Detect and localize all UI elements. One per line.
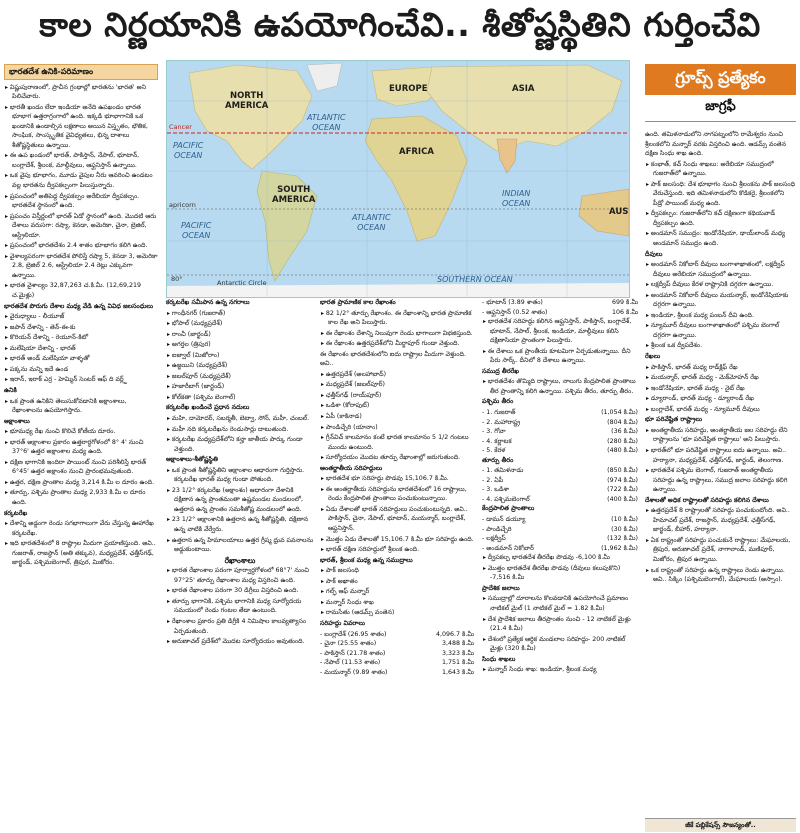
- label-tropic-capricorn: apricorn: [169, 201, 196, 209]
- label-pacific-south: PACIFIC OCEAN: [181, 221, 212, 240]
- row-label: - 3. ఒడిశా: [482, 486, 510, 494]
- row-value: (850 కి.మీ): [607, 467, 638, 475]
- list-item: ▸ అండమాన్ సముద్రం: ఇండోనేషియా, థాయ్‌లాండ్ మధ్య అండమాన్ సముద్రం ఉంది.: [645, 229, 796, 248]
- list-item: ▸ ద్వీపకల్పం: గుజరాత్‌లోని కచ్ దక్షిణంగా కథియవాడ్ ద్వీపకల్పం ఉంది.: [645, 209, 796, 228]
- list-item: ▸ మధ్యప్రదేశ్ (జబల్‌పూర్): [320, 380, 474, 390]
- list-item: ▸ జపాన్ దేశాన్ని - తెన్-ఈ-కు: [4, 323, 158, 333]
- label-80-degrees: 80°: [171, 275, 183, 283]
- list-item: ▸ మహీ నది కర్కటరేఖను రెండుసార్లు దాటుతుంది.: [166, 425, 314, 435]
- page-headline: కాల నిర్ణయానికి ఉపయోగించేవి.. శీతోష్ణస్థితిని గుర్తించేవి: [39, 4, 761, 44]
- row-label: - 5. కేరళ: [482, 447, 506, 455]
- row-label: - 1. గుజరాత్: [482, 409, 516, 417]
- section-heading: దీవులు: [645, 250, 663, 258]
- table-row: [482, 544, 638, 554]
- list-item: ▸ ఉత్తరప్రదేశ్ 8 రాష్ట్రాలతో సరిహద్దు పంచుకుంటోంది. అవి.. హిమాచల్ ప్రదేశ్, రాజస్థాన్, మధ్యప్రదేశ్, ఛత్తీస్‌గఢ్, జార్ఖండ్, బీహార్, హర్యానా.: [645, 506, 796, 535]
- list-item: ▸ మయన్మార్, భారత్ మధ్య - మెక్‌మోహన్ రేఖ: [645, 373, 796, 383]
- ist-list: [320, 309, 474, 349]
- row-value: (804 కి.మీ): [607, 418, 638, 426]
- list-item: ▸ మన్నార్ సింధు శాఖ: [320, 598, 474, 608]
- list-item: ▸ పాకిస్తాన్, భారత్ మధ్య రాడ్‌క్లిఫ్ రేఖ: [645, 363, 796, 373]
- list-item: ▸ ఒక ప్రాంత శీతోష్ణస్థితిని అక్షాంశాల ఆధారంగా గుర్తిస్తారు. కర్కటరేఖ భారత్ మధ్య గుండా పోతుంది.: [166, 466, 314, 485]
- column-4: [482, 298, 638, 832]
- ist-notes-list: [320, 433, 474, 463]
- islands-list: [645, 260, 796, 351]
- landlocked-list: [645, 426, 796, 495]
- row-label: - డామన్ డయ్యూ: [482, 516, 526, 524]
- list-item: ▸ భారత్ అండ్ మలేషియా వాళ్ళతో: [4, 354, 158, 364]
- list-item: ▸ దేశ ప్రాదేశిక జలాలు తీరప్రాంతం నుంచి - 12 నాటికల్ మైళ్లు (21.4 కి.మీ): [482, 615, 638, 634]
- list-item: ▸ భారతదేశ పశ్చిమ బెంగాల్, గుజరాత్ అంతర్జాతీయ సరిహద్దు ఉన్న రాష్ట్రాలు, సముద్ర జలాల సరిహద్దు కలిగి ఉన్నాయి.: [645, 466, 796, 495]
- section-heading: దేశాలతో అధిక రాష్ట్రాలతో సరిహద్దు కలిగిన దేశాలు: [645, 496, 769, 504]
- list-item: ▸ రాంచీ (జార్ఖండ్): [166, 330, 314, 340]
- gulf-list: [482, 665, 638, 675]
- list-item: ▸ అంతర్జాతీయ సరిహద్దు, అంతర్జాతీయ జల సరిహద్దు లేని రాష్ట్రాలను 'భూ పరివేష్టిత రాష్ట్రాలు' అని పిలుస్తారు.: [645, 426, 796, 445]
- column-5: [645, 130, 796, 816]
- section-heading: పశ్చిమ తీరం: [482, 398, 514, 406]
- label-south-america: SOUTH AMERICA: [272, 185, 316, 205]
- intro-list: [4, 83, 158, 301]
- list-item: ▸ దక్షిణ భాగానికి ఇందిరా పాయింట్ నుంచి పరిశీలిస్తే భారత్ 6°45' ఉత్తర అక్షాంశం నుంచి ప్రారంభమవుతుంది.: [4, 458, 158, 477]
- section-heading: ప్రాదేశిక జలాలు: [482, 584, 520, 592]
- table-row: [482, 466, 638, 476]
- table-row: [482, 485, 638, 495]
- list-item: ▸ లక్షద్వీప్ దీవులు కేరళ రాష్ట్రానికి దగ్గరగా ఉన్నాయి.: [645, 280, 796, 290]
- row-value: (132 కి.మీ): [607, 535, 638, 543]
- list-item: ▸ ఉత్తరాన ఉన్న హిమాలయాలు ఉత్తర గ్రీష్మ ధ్రువ పవనాలను అడ్డుకుంటాయి.: [166, 536, 314, 555]
- list-item: ▸ ఉజ్జయిని (మధ్యప్రదేశ్): [166, 361, 314, 371]
- list-item: ▸ ఏపీ (కాకినాడ): [320, 412, 474, 422]
- list-item: ▸ పాండిచ్చేరి (యానాం): [320, 423, 474, 433]
- list-item: ▸ 23 1/2° కర్కటరేఖ (అక్షాంశం) ఆధారంగా దేశానికి దక్షిణాన ఉన్న ప్రాంతమంతా ఉష్ణమండల మండలంలో, ఉత్తరాన ఉన్న ప్రాంతం సమశీతోష్ణ మండలంలో ఉంది.: [166, 486, 314, 515]
- table-row: [482, 427, 638, 437]
- table-row: [482, 534, 638, 544]
- list-item: ▸ ఈ దేశాలు ఒక ప్రాంతీయ కూటమిగా ఏర్పడుతున్నాయి. దీని పేరు సార్క్. దీనిలో 8 దేశాలు ఉన్నాయి.: [482, 347, 638, 366]
- list-item: ▸ భూమధ్య రేఖ నుంచి కొలిచే కోణీయ దూరం.: [4, 427, 158, 437]
- label-asia: ASIA: [512, 84, 535, 94]
- list-item: ▸ గాంధీనగర్ (గుజరాత్): [166, 309, 314, 319]
- row-label: - చైనా (25.55 శాతం): [320, 640, 377, 648]
- list-item: ▸ ఈ అంతర్జాతీయ సరిహద్దును భారతదేశంలో 16 రాష్ట్రాలు, రెండు కేంద్రపాలిత ప్రాంతాలు పంచుకుంటున్నాయి.: [320, 485, 474, 504]
- row-value: 106 కి.మీ: [612, 308, 638, 316]
- row-label: - అండమాన్ నికోబార్: [482, 544, 534, 552]
- label-pacific-north: PACIFIC OCEAN: [173, 141, 204, 160]
- list-item: ▸ పాక్ అఖాతం: [320, 577, 474, 587]
- section-heading: భారత్, శ్రీలంక మధ్య ఉన్న సముద్రాలు: [320, 556, 413, 564]
- table-row: [320, 649, 474, 659]
- list-item: ▸ డ్యూరాండ్, భారత్ మధ్య - డ్యూరాండ్ రేఖ: [645, 394, 796, 404]
- list-item: ▸ భారత్ అక్షాంశాల ప్రకారం ఉత్తరార్ధగోళంలో 8° 4' నుంచి 37°6' ఉత్తర అక్షాంశాల మధ్య ఉంది.: [4, 438, 158, 457]
- list-item: ▸ ఐజ్వాల్ (మిజోరాం): [166, 351, 314, 361]
- list-item: ▸ అరుణాచల్ ప్రదేశ్‌లో మొదట సూర్యోదయం అవుతుంది.: [166, 637, 314, 647]
- row-value: (1,962 కి.మీ): [601, 544, 638, 552]
- tropic-list: [4, 519, 158, 568]
- table-row: [320, 658, 474, 668]
- border-lengths-table: [320, 630, 474, 678]
- table-row: [482, 515, 638, 525]
- east-coast-table: [482, 466, 638, 504]
- list-item: ▸ ప్రపంచం విస్తీర్ణంలో భారత్ ఏడో స్థానంలో ఉంది. మొదటి ఆరు దేశాలు వరుసగా: రష్యా, కెనడా, అమెరికా, చైనా, బ్రెజిల్, ఆస్ట్రేలియా.: [4, 212, 158, 241]
- list-item: ▸ ఉత్తర, దక్షిణ ప్రాంతాల మధ్య 3,214 కి.మీ ల దూరం ఉంది.: [4, 478, 158, 488]
- list-item: ▸ పాక్ జలసంధి: దేశ భూభాగం నుంచి శ్రీలంకను పాక్ జలసంధి వేరుచేస్తుంది. ఇది తమిళనాడులోని కొడికరై, శ్రీలంకలోని పీడ్రో పాయింట్ మధ్య ఉంది.: [645, 180, 796, 209]
- list-item: ▸ ఏక రాష్ట్రంతో సరిహద్దు పంచుకునే రాష్ట్రాలు: మేఘాలయ, త్రిపుర, అరుణాచల్ ప్రదేశ్, నాగాలాండ్, మణిపూర్, మిజోరం, త్రిపుర ఉన్నాయి.: [645, 536, 796, 565]
- list-item: ▸ ఒక ప్రాంత ఉనికిని తెలుసుకోవడానికి అక్షాంశాలు, రేఖాంశాలను ఉపయోగిస్తారు.: [4, 397, 158, 416]
- list-item: ▸ కర్కటరేఖ మధ్యప్రదేశ్‌లోని కన్హా జాతీయ పార్కు గుండా వెళ్తుంది.: [166, 435, 314, 454]
- label-antarctic-circle: Antarctic Circle: [217, 279, 267, 287]
- coast-total-list: [482, 553, 638, 583]
- row-label: - బంగ్లాదేశ్ (26.95 శాతం): [320, 630, 387, 638]
- row-label: - పాండిచ్చేరి: [482, 525, 512, 533]
- list-item: ▸ భారత రేఖాంశాల పరంగా 30 డిగ్రీలు విస్తరించి ఉంది.: [166, 586, 314, 596]
- list-item: ▸ విష్ణుపురాణంలో, ప్రాచీన గ్రంథాల్లో భారతను 'భారత' అని పిలిచేవారు.: [4, 83, 158, 102]
- list-item: ▸ ఈ రేఖాంశం దేశాన్ని నిలువుగా రెండు భాగాలుగా విభజిస్తుంది.: [320, 329, 474, 339]
- table-row: [482, 308, 638, 318]
- table-row: [482, 437, 638, 447]
- table-row: [320, 630, 474, 640]
- section-heading: రేఖలు: [645, 353, 661, 361]
- list-item: ▸ భారత రేఖాంశాల పరంగా పూర్వార్ధగోళంలో 68°7' నుంచి 97°25' తూర్పు రేఖాంశాల మధ్య విస్తరించి ఉంది.: [166, 566, 314, 585]
- table-row: [482, 418, 638, 428]
- groups-special-box: [645, 64, 796, 124]
- row-value: (722 కి.మీ): [607, 486, 638, 494]
- section-heading: భూ పరివేష్టిత రాష్ట్రాలు: [645, 416, 703, 424]
- row-value: (10 కి.మీ): [611, 516, 638, 524]
- list-item: ▸ జబల్‌పూర్ (మధ్యప్రదేశ్): [166, 372, 314, 382]
- row-label: - లక్షద్వీప్: [482, 535, 506, 543]
- list-item: ▸ వైశాల్యపరంగా భారతదేశ పోలిస్తే రష్యా 5, కెనడా 3, అమెరికా 2.8, బ్రెజిల్ 2.6, ఆస్ట్రేలియా 2.4 రెట్లు ఎక్కువగా ఉన్నాయి.: [4, 252, 158, 281]
- section-heading: కర్కటరేఖ: [4, 509, 28, 517]
- row-value: (36 కి.మీ): [611, 428, 638, 436]
- list-item: ▸ మన్నార్ సింధు శాఖ: ఇండియా, శ్రీలంక మధ్య: [482, 665, 638, 675]
- row-value: 4,096.7 కి.మీ: [436, 630, 474, 638]
- list-item: ▸ భారతీ ఖండం లేదా ఇండియా అనేది ఉపఖండం భారత భూభాగ ఉత్తరాగ్రంగాలో ఉంది. ఇక్కడి భూభాగానికి ఒక ఖండానికి ఉండాల్సిన లక్షణాలు అయిన విస్తృతం, భౌతిక, సాంఘిక, సాంస్కృతిక వైవిధ్యతలు, భిన్న దాశాలు శీతోష్ణస్థితులు ఉన్నాయి.: [4, 103, 158, 151]
- label-atlantic-north: ATLANTIC OCEAN: [307, 113, 346, 132]
- west-coast-table: [482, 408, 638, 456]
- ist-states-intro: ఈ రేఖాంశం భారతదేశంలోని ఐదు రాష్ట్రాల మీదుగా వెళ్తుంది. అవి..: [320, 350, 466, 368]
- list-item: ▸ హజారీబాగ్ (జార్ఖండ్): [166, 382, 314, 392]
- row-value: (30 కి.మీ): [611, 525, 638, 533]
- list-item: ▸ ఏడు దేశాలతో భారత్ సరిహద్దులు పంచుకుంటున్నది. అవి.. పాకిస్తాన్, చైనా, నేపాల్, భూటాన్, మయన్మార్, బంగ్లాదేశ్, ఆఫ్ఘనిస్తాన్.: [320, 505, 474, 534]
- world-map: [166, 60, 630, 298]
- row-label: - 3. గోవా: [482, 428, 506, 436]
- list-item: ▸ అండమాన్ నికోబార్ దీవులు బంగాళాఖాతంలో, లక్షద్వీప్ దీవులు అరేబియా సముద్రంలో ఉన్నాయి.: [645, 260, 796, 279]
- list-item: ▸ బంగ్లాదేశ్, భారత్ మధ్య - న్యూమూర్ దీవులు: [645, 405, 796, 415]
- list-item: ▸ పక్కను మన్ని ఇదే ఉండ: [4, 365, 158, 375]
- section-heading: అక్షాంశాలు: [4, 417, 30, 425]
- section-heading: సముద్ర తీరరేఖ: [482, 367, 520, 375]
- longitude-list: [166, 566, 314, 646]
- list-item: ▸ భోపాల్ (మధ్యప్రదేశ్): [166, 319, 314, 329]
- row-value: 699 కి.మీ: [612, 299, 638, 306]
- label-indian-ocean: INDIAN OCEAN: [502, 189, 531, 208]
- section-heading: రేఖాంశాలు: [224, 555, 256, 565]
- table-row: [482, 298, 638, 308]
- cities-list: [166, 309, 314, 403]
- list-item: ▸ ద్వీపకల్ప భారతదేశ తీరరేఖ పొడవు -6,100 కి.మీ: [482, 553, 638, 563]
- waters-list: [482, 594, 638, 653]
- list-item: ▸ భారత్ దక్షిణ సరిహద్దులో శ్రీలంక ఉంది.: [320, 545, 474, 555]
- row-value: (280 కి.మీ): [607, 437, 638, 445]
- list-item: ▸ ఛత్తీస్‌గఢ్ (రాయ్‌పూర్): [320, 391, 474, 401]
- section-heading: ఉనికి: [4, 386, 17, 394]
- list-item: ▸ రామసేతు (ఆడమ్స్ వంతెన): [320, 608, 474, 618]
- label-europe: EUROPE: [389, 84, 428, 94]
- list-item: ▸ కొరియన్ దేశాన్ని - రెయూన్-కిటో: [4, 333, 158, 343]
- state-borders-list: [645, 506, 796, 584]
- section-heading: అంతర్జాతీయ సరిహద్దులు: [320, 464, 383, 472]
- row-label: - 1. తమిళనాడు: [482, 467, 524, 475]
- row-label: - 2. ఏపీ: [482, 476, 504, 484]
- list-item: ▸ భారతదేశ భూ సరిహద్దు పొడవు 15,106.7 కి.మీ.: [320, 474, 474, 484]
- row-label: - 4. కర్ణాటక: [482, 437, 512, 445]
- table-row: [482, 525, 638, 535]
- border-lengths-table-cont: [482, 298, 638, 317]
- list-item: ▸ ఇది భారతదేశంలో 8 రాష్ట్రాల మీదుగా ప్రయాణిస్తుంది. అవి.. గుజరాత్, రాజస్థాన్ (అతి తక్కువ), మధ్యప్రదేశ్, ఛత్తీస్‌గఢ్, జార్ఖండ్, పశ్చిమబెంగాల్, త్రిపుర, మిజోరం.: [4, 539, 158, 568]
- list-item: ▸ 23 1/2° అక్షాంశానికి ఉత్తరాన ఉన్న శీతోష్ణస్థితి, దక్షిణాన ఉన్న వాటికి వేర్వేరు.: [166, 515, 314, 534]
- list-item: ▸ ఉత్తరప్రదేశ్ (అలహాబాద్): [320, 370, 474, 380]
- list-item: ▸ వైరుధ్యాలు - లీయూజ్: [4, 312, 158, 322]
- location-list: [4, 397, 158, 416]
- table-row: [320, 668, 474, 678]
- section-box-title: భారతదేశ ఉనికి-పరిమాణం: [4, 64, 158, 80]
- row-value: 3,488 కి.మీ: [442, 640, 474, 648]
- section-heading: కర్కటరేఖ సమీపాన ఉన్న నగరాలు: [166, 299, 250, 306]
- groups-special-title: గ్రూప్స్ ప్రత్యేకం: [645, 64, 796, 95]
- list-item: ▸ ప్రపంచంలో అతిపెద్ద ద్వీపకల్పం అరేబియా ద్వీపకల్పం. భారతదేశ స్థానంలో ఉంది.: [4, 192, 158, 211]
- latitude-list: [4, 427, 158, 507]
- list-item: ▸ పాక్ జలసంధి: [320, 566, 474, 576]
- table-row: [482, 408, 638, 418]
- list-item: ▸ తూర్పు, పశ్చిమ ప్రాంతాల మధ్య 2,933 కి.మీ ల దూరం ఉంది.: [4, 488, 158, 507]
- list-item: ▸ ఈ రేఖాంశం ఉత్తరప్రదేశ్‌లోని మీర్జాపూర్ గుండా వెళ్తుంది.: [320, 339, 474, 349]
- coast-list: [482, 377, 638, 396]
- row-label: - పాకిస్తాన్ (21.78 శాతం): [320, 649, 386, 657]
- ut-coast-table: [482, 515, 638, 553]
- label-atlantic-south: ATLANTIC OCEAN: [352, 213, 391, 232]
- list-item: ▸ అగర్తల (త్రిపుర): [166, 340, 314, 350]
- list-item: ▸ ఇరాన్, ఇరాక్ ఎర్ర - హెమ్మిన్ సెంటర్ ఆఫ్ ది వర్ల్డ్: [4, 375, 158, 385]
- row-value: (1,054 కి.మీ): [601, 409, 638, 417]
- list-item: ▸ శ్రీలంక ఒక ద్వీపదేశం.: [645, 341, 796, 351]
- list-item: ఉంది. తమిళనాడులోని నాగపట్నంలోని రామేశ్వరం నుంచి శ్రీలంకలోని మన్నార్ వరకు విస్తరించి ఉంది. ఆడమ్స్ వంతెన దక్షిణ సింధు శాఖ ఉంది.: [645, 131, 787, 158]
- geography-subtitle: జాగ్రఫీ: [645, 95, 796, 122]
- section-heading: సింధు శాఖలు: [482, 655, 516, 663]
- lines-list: [645, 363, 796, 415]
- section-heading: సరిహద్దు వివరాలు: [320, 619, 365, 627]
- ist-states-list: [320, 370, 474, 432]
- column-3: [320, 298, 474, 832]
- list-item: ▸ దేశంలో ప్రత్యేక ఆర్థిక మండలాల సరిహద్దు- 200 నాటికల్ మైళ్లు (320 కి.మీ): [482, 635, 638, 654]
- row-label: - 4. పశ్చిమబెంగాల్: [482, 495, 530, 503]
- column-1: [4, 64, 158, 832]
- label-australia: AUS: [609, 207, 629, 217]
- row-label: - మయన్మార్ (9.89 శాతం): [320, 668, 388, 676]
- rivers-list: [166, 414, 314, 454]
- row-value: (400 కి.మీ): [607, 495, 638, 503]
- list-item: ▸ ప్రపంచంలో భారతదేశం 2.4 శాతం భూభాగం కలిగి ఉంది.: [4, 241, 158, 251]
- list-item: ▸ దేశాన్ని అడ్డంగా రెండు సగభాగాలుగా వేరు చేస్తున్న ఊహారేఖ కర్కటరేఖ.: [4, 519, 158, 538]
- list-item: ▸ న్యూమూర్ దీవులు బంగాళాఖాతంలో పశ్చిమ బెంగాల్ దగ్గరగా ఉన్నాయి.: [645, 321, 796, 340]
- section-heading: కేంద్రపాలిత ప్రాంతాలు: [482, 505, 535, 513]
- list-item: ▸ ఒక రాష్ట్రంతో సరిహద్దు ఉన్న రాష్ట్రాలు రెండు ఉన్నాయి. అవి.. సిక్కిం (పశ్చిమబెంగాల్), మేఘాలయ (అస్సాం).: [645, 566, 796, 585]
- label-north-america: NORTH AMERICA: [225, 91, 269, 111]
- list-item: ▸ గ్రీన్‌విచ్ కాలమానం కంటే భారత కాలమానం 5 1/2 గంటలు ముందు ఉంటుంది.: [320, 433, 474, 452]
- list-item: ▸ 82 1/2° తూర్పు రేఖాంశం. ఈ రేఖాంశాన్ని భారత ప్రామాణిక కాల రేఖ అని పిలుస్తారు.: [320, 309, 474, 328]
- seas-list: [320, 566, 474, 618]
- list-item: ▸ ఇండోనేషియా, భారత్ మధ్య - నైట్ రేఖ: [645, 384, 796, 394]
- list-item: ▸ కోల్‌కతా (పశ్చిమ బెంగాల్): [166, 393, 314, 403]
- list-item: ▸ తూర్పు భాగానికి, పశ్చిమ భాగానికి మధ్య సూర్యోదయ సమయంలో రెండు గంటల తేడా ఉంటుంది.: [166, 597, 314, 616]
- list-item: ▸ సూర్యోదయం మొదట తూర్పు రేఖాంశాల్లో జరుగుతుంది.: [320, 453, 474, 463]
- table-row: [482, 476, 638, 486]
- list-item: ▸ అండమాన్ నికోబార్ దీవులు మయన్మార్, ఇండోనేషియాకు దగ్గరగా ఉన్నాయి.: [645, 291, 796, 310]
- label-africa: AFRICA: [399, 147, 434, 157]
- list-item: ▸ మొత్తం భారతదేశ తీరరేఖ పొడవు (దీవులు కలుపుకొని) -7,516 కి.మీ: [482, 564, 638, 583]
- saarc-list: [482, 317, 638, 366]
- gulfs-list: [645, 130, 796, 249]
- list-item: ▸ గల్ఫ్ ఆఫ్ మన్నార్: [320, 587, 474, 597]
- list-item: ▸ భారత వైశాల్యం 32,87,263 చ.కి.మీ. (12,69,219 చ.మైళ్లు): [4, 281, 158, 300]
- list-item: ▸ మలేషియా దేశాన్ని - భారత్: [4, 344, 158, 354]
- table-row: [482, 446, 638, 456]
- row-value: (974 కి.మీ): [607, 476, 638, 484]
- row-value: 3,323 కి.మీ: [442, 649, 474, 657]
- section-heading: భారతదేశ పొరుగు దేశాల మధ్య వేడి ఉన్న వివిధ జలసంధులు: [4, 302, 154, 310]
- list-item: ▸ ఒడిశా (కోరాపుట్): [320, 401, 474, 411]
- list-item: ▸ భారత్‌లో భూ పరివేష్టిత రాష్ట్రాలు ఐదు ఉన్నాయి. అవి.. హర్యానా, మధ్యప్రదేశ్, ఛత్తీస్‌గఢ్, జార్ఖండ్, తెలంగాణ.: [645, 446, 796, 465]
- table-row: [320, 639, 474, 649]
- section-heading: తూర్పు తీరం: [482, 456, 514, 464]
- climate-list: [166, 466, 314, 555]
- list-item: ▸ కంభాత్, కచ్ సింధు శాఖలు: అరేబియా సముద్రంలో గుజరాత్‌లో ఉన్నాయి.: [645, 160, 796, 179]
- row-value: (480 కి.మీ): [607, 447, 638, 455]
- label-southern-ocean: SOUTHERN OCEAN: [437, 275, 513, 284]
- publication-credit: జీకే పబ్లికేషన్స్ సౌజన్యంతో..: [645, 818, 796, 832]
- row-label: - నేపాల్ (11.53 శాతం): [320, 659, 381, 667]
- row-label: - భూటాన్ (3.89 శాతం): [482, 299, 543, 306]
- section-heading: భారత ప్రామాణిక కాల రేఖాంశం: [320, 299, 396, 306]
- neighbour-list: [4, 312, 158, 385]
- list-item: ▸ మొత్తం ఏడు దేశాలతో 15,106.7 కి.మీ భూ సరిహద్దు ఉంది.: [320, 535, 474, 545]
- table-row: [482, 495, 638, 505]
- list-item: ▸ ఒక వైపు భూభాగం, మూడు వైపుల నీరు ఆవరించి ఉండటం వల్ల భారతను ద్వీపకల్పంగా పిలుస్తున్నారు.: [4, 171, 158, 190]
- list-item: ▸ మహి, దామోదర్, సబర్మతీ, బెట్వా, సోన్, మహీ, చంబల్.: [166, 414, 314, 424]
- list-item: ▸ ఇండియా, శ్రీలంక మధ్య పంబన్ దీవి ఉంది.: [645, 311, 796, 321]
- row-value: 1,643 కి.మీ: [442, 668, 474, 676]
- list-item: ▸ రేఖాంశాల ప్రకారం ప్రతి డిగ్రీకి 4 నిమిషాల కాలవ్యత్యాసం ఏర్పడుతుంది.: [166, 617, 314, 636]
- label-tropic-cancer: Cancer: [169, 123, 192, 131]
- row-label: - 2. మహారాష్ట్ర: [482, 418, 521, 426]
- list-item: ▸ భారతదేశ సరిహద్దు కలిగిన ఆఫ్ఘనిస్తాన్, పాకిస్తాన్, బంగ్లాదేశ్, భూటాన్, నేపాల్, శ్రీలంక, ఇండియా, మాల్దీవులు కలిసి దక్షిణాసియా ప్రాంతంగా పిలుస్తారు.: [482, 317, 638, 346]
- row-label: - ఆఫ్ఘనిస్తాన్ (0.52 శాతం): [482, 308, 548, 316]
- section-heading: అక్షాంశాలు-శీతోష్ణస్థితి: [166, 456, 218, 464]
- row-value: 1,751 కి.మీ: [442, 659, 474, 667]
- section-heading: కర్కటరేఖ ఖండించే ప్రధాన నదులు: [166, 404, 250, 412]
- borders-list: [320, 474, 474, 554]
- list-item: ▸ భారతదేశం తొమ్మిది రాష్ట్రాలు, నాలుగు కేంద్రపాలిత ప్రాంతాలు తీర ప్రాంతాన్ని కలిగి ఉన్నాయి. పశ్చిమ తీరం, తూర్పు తీరం.: [482, 377, 638, 396]
- column-2: [166, 298, 314, 832]
- list-item: ▸ సముద్రాల్లో దూరాలను కొలవడానికి ఉపయోగించే ప్రమాణం నాటికల్ మైల్ (1 నాటికల్ మైల్ = 1.82 కి.మీ): [482, 594, 638, 613]
- list-item: ▸ ఈ ఉప ఖండంలో భారత్, పాకిస్తాన్, నేపాల్, భూటాన్, బంగ్లాదేశ్, శ్రీలంక, మాల్దీవులు, ఆఫ్ఘనిస్తాన్ ఉన్నాయి.: [4, 151, 158, 170]
